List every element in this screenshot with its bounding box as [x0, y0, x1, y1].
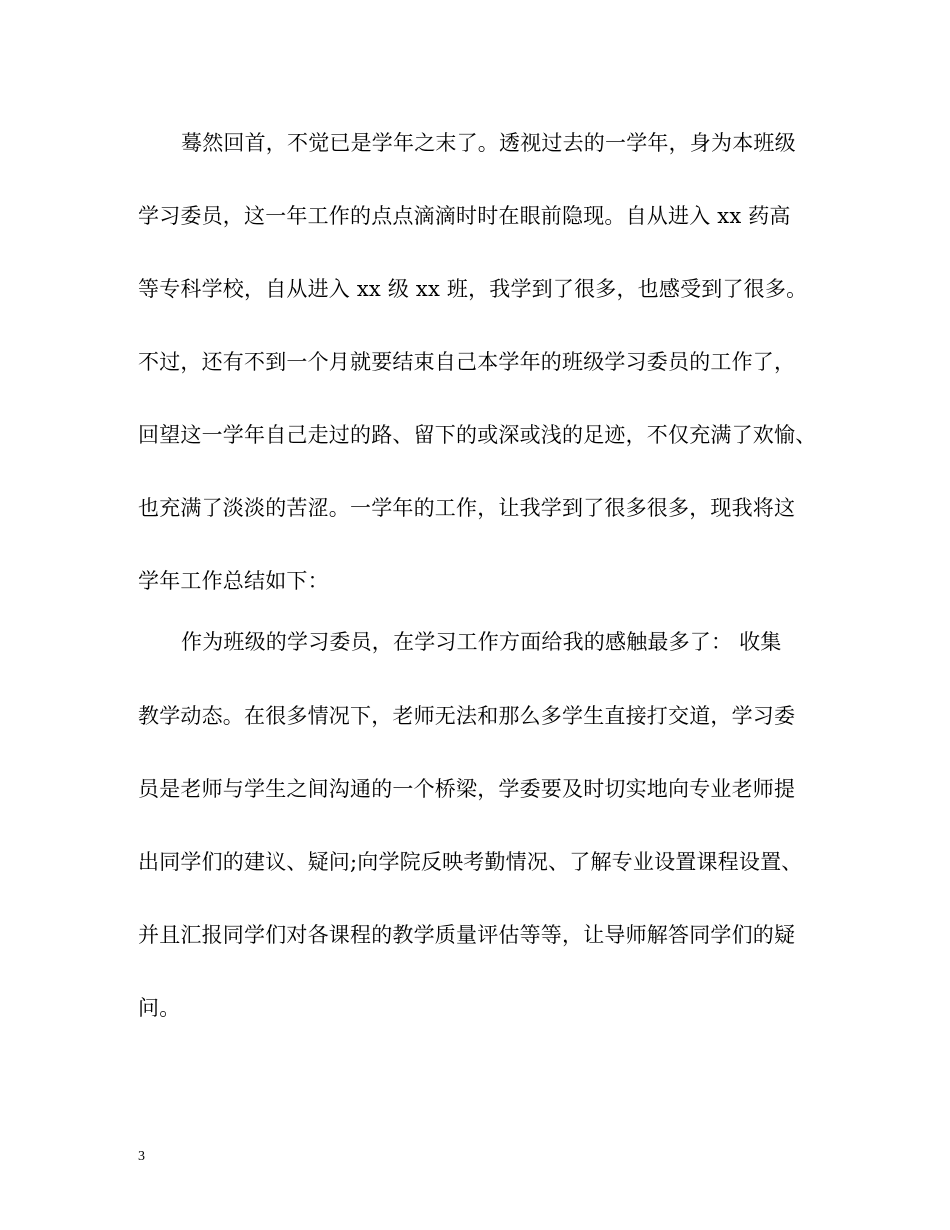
paragraph-1-line-3: 等专科学校，自从进入 xx 级 xx 班，我学到了很多，也感受到了很多。 [138, 277, 808, 301]
paragraph-1-line-1: 蓦然回首，不觉已是学年之末了。透视过去的一学年，身为本班级 [181, 131, 796, 155]
paragraph-1-line-7: 学年工作总结如下： [138, 569, 329, 593]
paragraph-2-line-2: 教学动态。在很多情况下，老师无法和那么多学生直接打交道，学习委 [138, 704, 796, 728]
page-number: 3 [138, 1149, 145, 1164]
paragraph-1-line-2: 学习委员，这一年工作的点点滴滴时时在眼前隐现。自从进入 xx 药高 [138, 204, 791, 228]
paragraph-1-line-4: 不过，还有不到一个月就要结束自己本学年的班级学习委员的工作了， [138, 350, 796, 374]
paragraph-1-line-6: 也充满了淡淡的苦涩。一学年的工作，让我学到了很多很多，现我将这 [138, 496, 796, 520]
paragraph-1-line-5: 回望这一学年自己走过的路、留下的或深或浅的足迹，不仅充满了欢愉、 [138, 423, 817, 447]
paragraph-2-line-6: 问。 [138, 996, 181, 1020]
paragraph-2-line-5: 并且汇报同学们对各课程的教学质量评估等等，让导师解答同学们的疑 [138, 923, 796, 947]
paragraph-2-line-1: 作为班级的学习委员，在学习工作方面给我的感触最多了： 收集 [181, 630, 782, 654]
paragraph-2-line-3: 员是老师与学生之间沟通的一个桥梁，学委要及时切实地向专业老师提 [138, 777, 796, 801]
paragraph-2-line-4: 出同学们的建议、疑问;向学院反映考勤情况、了解专业设置课程设置、 [138, 850, 803, 874]
